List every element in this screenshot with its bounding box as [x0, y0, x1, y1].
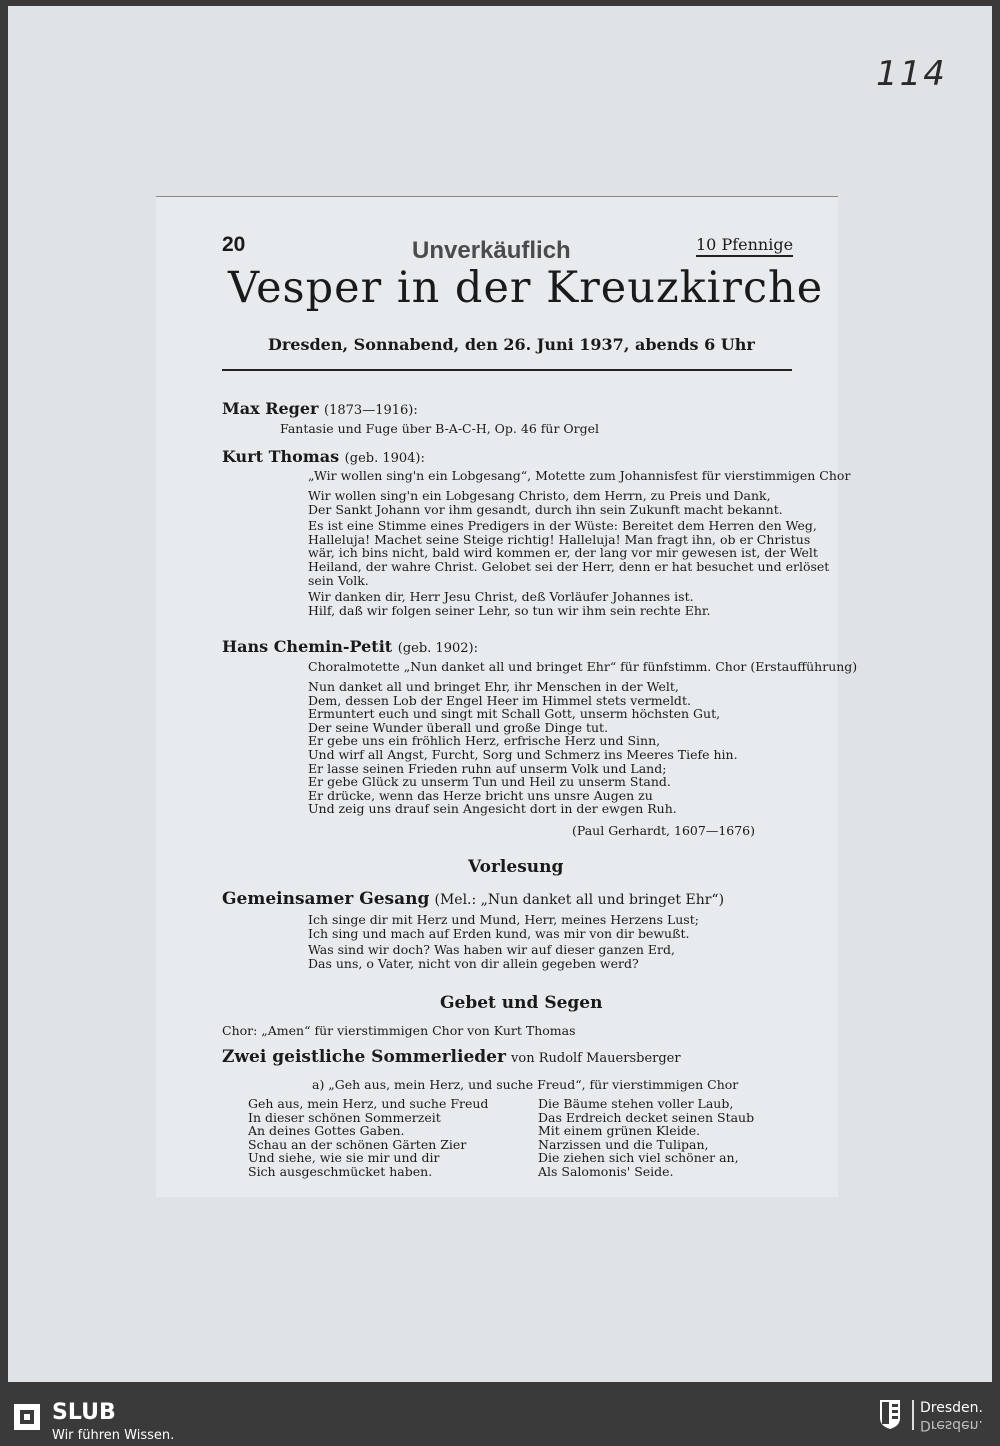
attribution: (Paul Gerhardt, 1607—1676): [572, 823, 756, 838]
text-thomas: [308, 489, 829, 617]
dresden-crest-icon[interactable]: [878, 1398, 902, 1430]
composer-name: Max Reger: [222, 399, 319, 418]
text-line: Als Salomonis' Seide.: [538, 1163, 674, 1179]
text-line: Dem, dessen Lob der Engel Heer im Himmel stets vermeldt.: [308, 692, 691, 708]
text-line: wär, ich bins nicht, bald wird kommen er, der lang vor mir gewesen ist, der Welt: [308, 545, 818, 561]
text-column-right: [538, 1097, 828, 1179]
dresden-brand-reflection: Dresden.: [920, 1417, 983, 1433]
text-line: Ich singe dir mit Herz und Mund, Herr, meines Herzens Lust;: [308, 912, 699, 927]
sommerlieder-title: Zwei geistliche Sommerlieder: [222, 1047, 506, 1067]
gesang-title: Gemeinsamer Gesang: [222, 889, 430, 909]
text-line: Halleluja! Machet seine Steige richtig! Halleluja! Man fragt ihn, ob er Christus: [308, 531, 811, 547]
text-line: Geh aus, mein Herz, und suche Freud: [248, 1096, 489, 1111]
text-line: Wir danken dir, Herr Jesu Christ, deß Vorläufer Johannes ist.: [308, 589, 694, 605]
text-chemin-petit: [308, 680, 738, 816]
composer-years: (geb. 1904):: [344, 451, 425, 466]
section-amen: Chor: „Amen“ für vierstimmigen Chor von Kurt Thomas: [222, 1023, 576, 1038]
price: 10 Pfennige: [696, 235, 793, 257]
text-line: Der seine Wunder überall und große Dinge tut.: [308, 719, 609, 735]
gesang-melody: (Mel.: „Nun danket all und bringet Ehr“): [434, 892, 725, 908]
program-number: 20: [222, 233, 246, 256]
sommerlieder-composer: von Rudolf Mauersberger: [511, 1051, 681, 1066]
composer-reger: [222, 399, 418, 418]
composer-name: Hans Chemin-Petit: [222, 637, 393, 656]
text-line: sein Volk.: [308, 572, 369, 588]
text-line: Es ist eine Stimme eines Predigers in der Wüste: Bereitet dem Herren den Weg,: [308, 518, 817, 534]
text-gesang: [308, 913, 699, 970]
text-line: Wir wollen sing'n ein Lobgesang Christo, dem Herrn, zu Preis und Dank,: [308, 488, 771, 503]
text-line: Der Sankt Johann vor ihm gesandt, durch ihn sein Zukunft macht bekannt.: [308, 501, 783, 517]
text-line: Ich sing und mach auf Erden kund, was mir von dir bewußt.: [308, 925, 690, 941]
composer-years: (geb. 1902):: [397, 641, 478, 656]
scanned-page: [8, 6, 992, 1382]
text-line: An deines Gottes Gaben.: [248, 1123, 405, 1139]
section-gebet: Gebet und Segen: [440, 993, 603, 1013]
composer-chemin-petit: [222, 637, 478, 656]
footer-divider: [912, 1400, 914, 1430]
text-line: Heiland, der wahre Christ. Gelobet sei der Herr, denn er hat besuchet und erlöset: [308, 558, 830, 574]
sommerlieder-subtitle: a) „Geh aus, mein Herz, und suche Freud“, für vierstimmigen Chor: [312, 1077, 739, 1092]
not-for-sale-stamp: Unverkäuflich: [412, 237, 571, 264]
composer-years: (1873—1916):: [324, 403, 418, 418]
text-column-left: [248, 1097, 538, 1179]
text-line: Er lasse seinen Frieden ruhn auf unserm Volk und Land;: [308, 760, 667, 776]
composer-thomas: [222, 447, 425, 466]
date-line: Dresden, Sonnabend, den 26. Juni 1937, abends 6 Uhr: [268, 335, 755, 354]
program-sheet: [156, 196, 858, 1197]
work-thomas: „Wir wollen sing'n ein Lobgesang“, Motette zum Johannisfest für vierstimmigen Chor: [308, 468, 851, 483]
text-line: Nun danket all und bringet Ehr, ihr Menschen in der Welt,: [308, 679, 679, 694]
text-line: Hilf, daß wir folgen seiner Lehr, so tun wir ihm sein rechte Ehr.: [308, 602, 711, 618]
text-line: Und wirf all Angst, Furcht, Sorg und Schmerz ins Meeres Tiefe hin.: [308, 746, 738, 762]
text-line: Sich ausgeschmücket haben.: [248, 1163, 433, 1179]
section-gesang: [222, 889, 724, 909]
text-line: Er drücke, wenn das Herze bricht uns unsre Augen zu: [308, 787, 653, 803]
work-reger: Fantasie und Fuge über B-A-C-H, Op. 46 für Orgel: [280, 421, 600, 436]
text-line: Narzissen und die Tulipan,: [538, 1136, 709, 1152]
title-rule: [222, 369, 792, 371]
text-line: In dieser schönen Sommerzeit: [248, 1109, 441, 1125]
text-line: Die ziehen sich viel schöner an,: [538, 1150, 739, 1166]
text-line: Das uns, o Vater, nicht von dir allein gegeben werd?: [308, 955, 639, 971]
text-line: Ermuntert euch und singt mit Schall Gott, unserm höchsten Gut,: [308, 706, 721, 722]
section-sommerlieder: [222, 1047, 681, 1067]
viewer-footer: [0, 1386, 1000, 1446]
text-line: Mit einem grünen Kleide.: [538, 1123, 701, 1139]
text-line: Er gebe Glück zu unserm Tun und Heil zu unserm Stand.: [308, 774, 671, 790]
text-line: Und siehe, wie sie mir und dir: [248, 1150, 440, 1166]
slub-logo-icon[interactable]: [14, 1404, 40, 1430]
text-line: Schau an der schönen Gärten Zier: [248, 1136, 467, 1152]
text-line: Er gebe uns ein fröhlich Herz, erfrische Herz und Sinn,: [308, 733, 661, 749]
folio-number: 114: [876, 54, 947, 94]
composer-name: Kurt Thomas: [222, 447, 340, 466]
section-vorlesung: Vorlesung: [468, 857, 564, 877]
dresden-brand[interactable]: Dresden.: [920, 1400, 983, 1416]
slub-brand[interactable]: SLUB: [52, 1400, 116, 1425]
work-chemin-petit: Choralmotette „Nun danket all und bringet Ehr“ für fünfstimm. Chor (Erstaufführung): [308, 659, 858, 674]
text-line: Und zeig uns drauf sein Angesicht dort in der ewgen Ruh.: [308, 801, 677, 817]
sommerlieder-text: [248, 1097, 828, 1179]
text-line: Die Bäume stehen voller Laub,: [538, 1096, 734, 1111]
page-title: Vesper in der Kreuzkirche: [228, 263, 824, 313]
text-line: Das Erdreich decket seinen Staub: [538, 1109, 755, 1125]
text-line: Was sind wir doch? Was haben wir auf dieser ganzen Erd,: [308, 942, 675, 958]
slub-slogan: Wir führen Wissen.: [52, 1428, 175, 1443]
